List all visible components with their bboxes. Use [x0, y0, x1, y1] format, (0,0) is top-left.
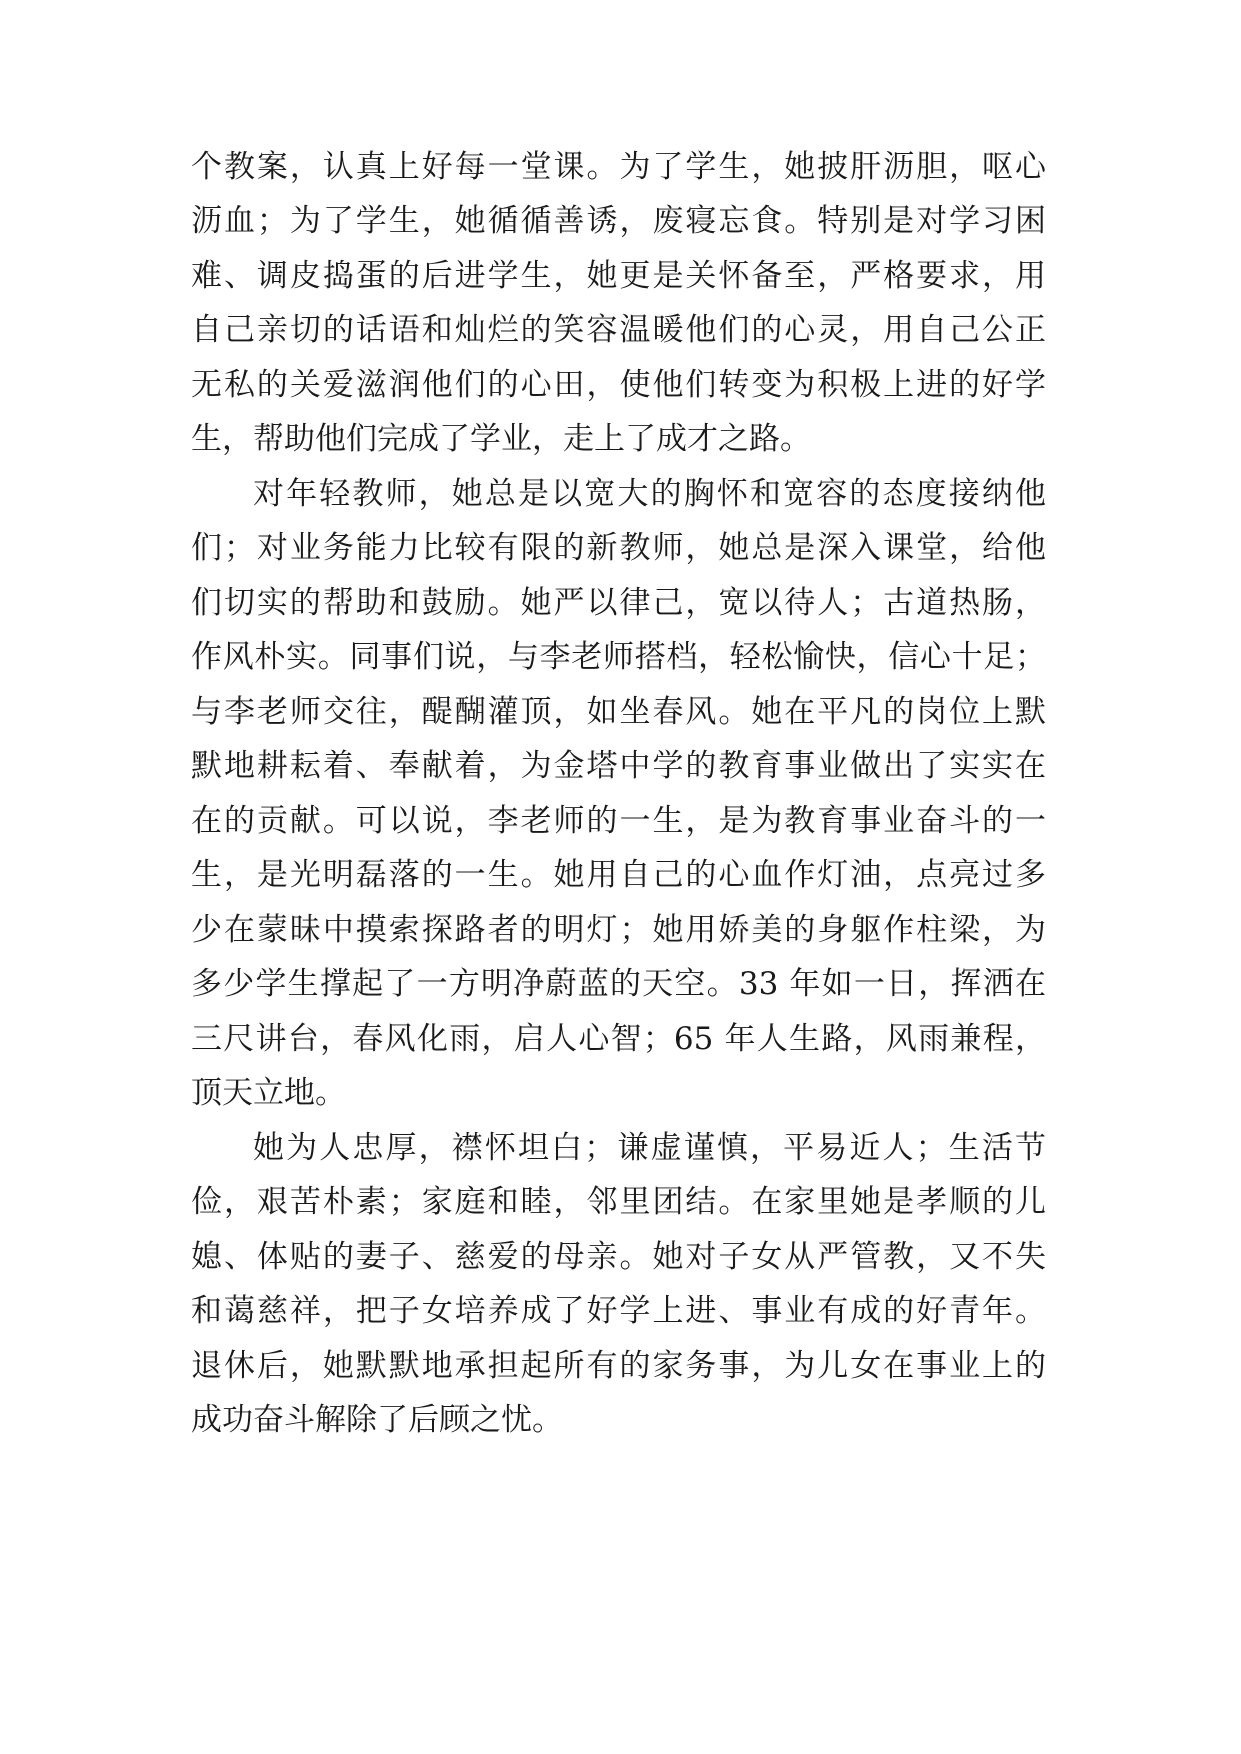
- text-line: 对年轻教师，她总是以宽大的胸怀和宽容的态度接纳他: [253, 476, 1046, 512]
- text-line: 默地耕耘着、奉献着，为金塔中学的教育事业做出了实实在: [191, 748, 1046, 784]
- text-line: 少在蒙昧中摸索探路者的明灯；她用娇美的身躯作柱梁，为: [191, 912, 1046, 948]
- text-line: 退休后，她默默地承担起所有的家务事，为儿女在事业上的: [191, 1348, 1046, 1384]
- text-line: 多少学生撑起了一方明净蔚蓝的天空。33 年如一日，挥洒在: [191, 966, 1046, 1002]
- text-line: 个教案，认真上好每一堂课。为了学生，她披肝沥胆，呕心: [191, 149, 1046, 185]
- text-line: 媳、体贴的妻子、慈爱的母亲。她对子女从严管教，又不失: [191, 1239, 1046, 1275]
- text-line: 生，是光明磊落的一生。她用自己的心血作灯油，点亮过多: [191, 857, 1046, 893]
- text-line: 们；对业务能力比较有限的新教师，她总是深入课堂，给他: [191, 530, 1046, 566]
- text-line: 顶天立地。: [191, 1075, 346, 1111]
- text-line: 成功奋斗解除了后顾之忧。: [191, 1402, 563, 1438]
- text-line: 生，帮助他们完成了学业，走上了成才之路。: [191, 421, 811, 457]
- text-line: 俭，艰苦朴素；家庭和睦，邻里团结。在家里她是孝顺的儿: [191, 1184, 1046, 1220]
- text-line: 作风朴实。同事们说，与李老师搭档，轻松愉快，信心十足；: [191, 639, 1046, 675]
- text-line: 在的贡献。可以说，李老师的一生，是为教育事业奋斗的一: [191, 803, 1046, 839]
- text-line: 们切实的帮助和鼓励。她严以律己，宽以待人；古道热肠，: [191, 585, 1046, 621]
- text-line: 与李老师交往，醍醐灌顶，如坐春风。她在平凡的岗位上默: [191, 694, 1046, 730]
- text-line: 自己亲切的话语和灿烂的笑容温暖他们的心灵，用自己公正: [191, 312, 1046, 348]
- text-line: 三尺讲台，春风化雨，启人心智；65 年人生路，风雨兼程，: [191, 1021, 1046, 1057]
- text-line: 无私的关爱滋润他们的心田，使他们转变为积极上进的好学: [191, 367, 1046, 403]
- text-line: 沥血；为了学生，她循循善诱，废寝忘食。特别是对学习困: [191, 203, 1046, 239]
- text-line: 她为人忠厚，襟怀坦白；谦虚谨慎，平易近人；生活节: [253, 1130, 1046, 1166]
- text-line: 和蔼慈祥，把子女培养成了好学上进、事业有成的好青年。: [191, 1293, 1046, 1329]
- text-line: 难、调皮捣蛋的后进学生，她更是关怀备至，严格要求，用: [191, 258, 1046, 294]
